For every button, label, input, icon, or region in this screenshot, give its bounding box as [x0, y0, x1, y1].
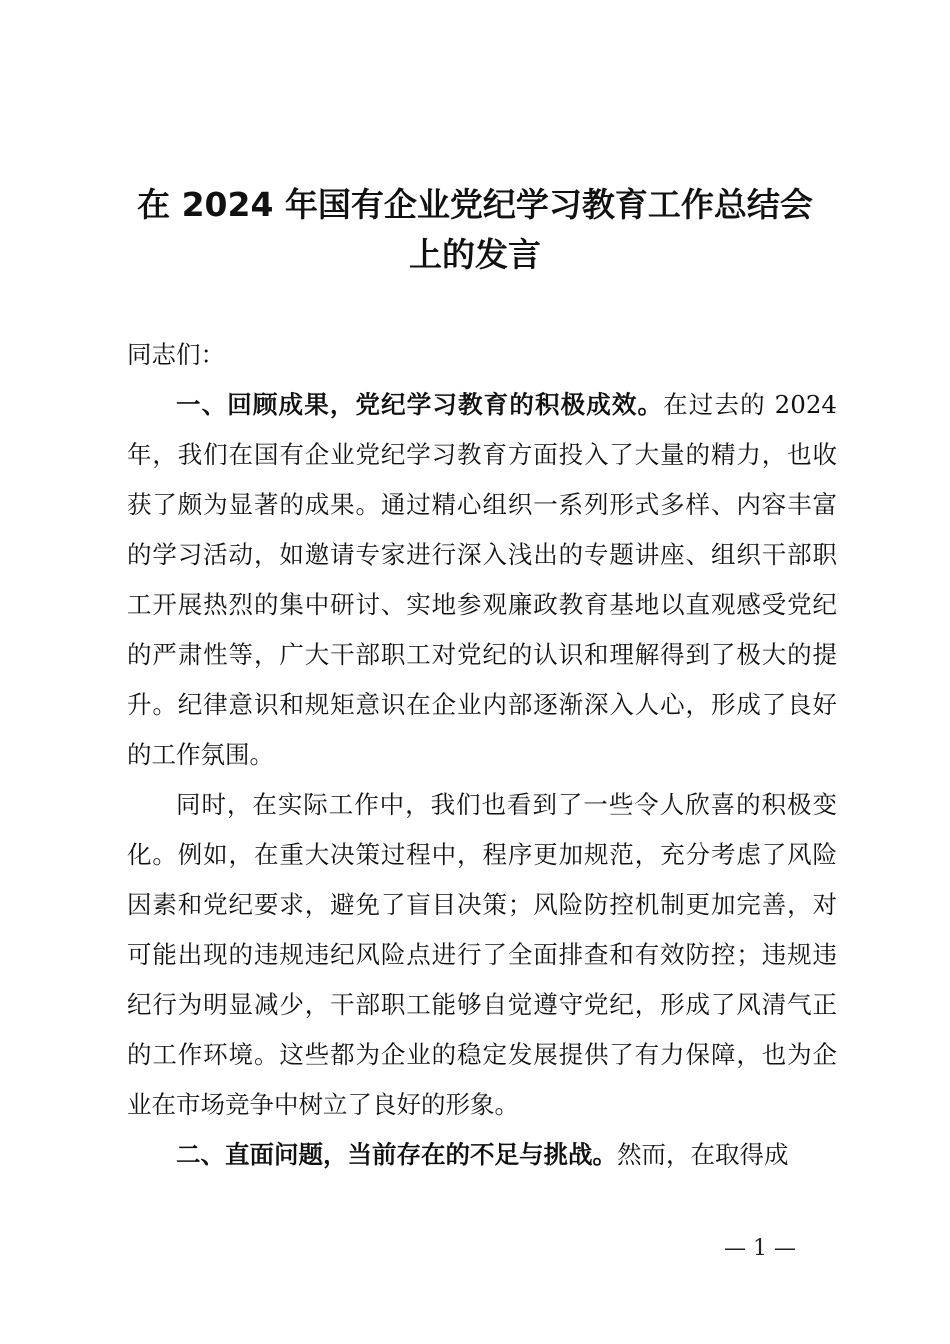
section-heading-2: 二、直面问题，当前存在的不足与挑战。 [176, 1140, 617, 1169]
paragraph-2-text: 同时，在实际工作中，我们也看到了一些令人欣喜的积极变化。例如，在重大决策过程中，程序更加规范，充分考虑了风险因素和党纪要求，避免了盲目决策；风险防控机制更加完善，对可能出现的违规违纪风险点进行了全面排查和有效防控；违规违纪行为明显减少，干部职工能够自觉遵守党纪，形成了风清气正的工作环境。这些都为企业的稳定发展提供了有力保障，也为企业在市场竞争中树立了良好的形象。 [127, 790, 837, 1119]
paragraph-3-text: 然而，在取得成 [617, 1140, 789, 1169]
title-line-1: 在 2024 年国有企业党纪学习教育工作总结会 [137, 185, 813, 224]
title-line-2: 上的发言 [409, 235, 541, 274]
paragraph-2 [127, 780, 837, 1130]
paragraph-1 [127, 380, 837, 780]
page-number: — 1 — [724, 1236, 796, 1261]
document-body [127, 330, 837, 1180]
salutation: 同志们： [127, 340, 225, 369]
paragraph-3 [127, 1130, 837, 1180]
document-title [100, 180, 850, 280]
paragraph-1-text: 在过去的 2024 年，我们在国有企业党纪学习教育方面投入了大量的精力，也收获了颇为显著的成果。通过精心组织一系列形式多样、内容丰富的学习活动，如邀请专家进行深入浅出的专题讲座、组织干部职工开展热烈的集中研讨、实地参观廉政教育基地以直观感受党纪的严肃性等，广大干部职工对党纪的认识和理解得到了极大的提升。纪律意识和规矩意识在企业内部逐渐深入人心，形成了良好的工作氛围。 [127, 390, 838, 769]
section-heading-1: 一、回顾成果，党纪学习教育的积极成效。 [176, 390, 664, 419]
